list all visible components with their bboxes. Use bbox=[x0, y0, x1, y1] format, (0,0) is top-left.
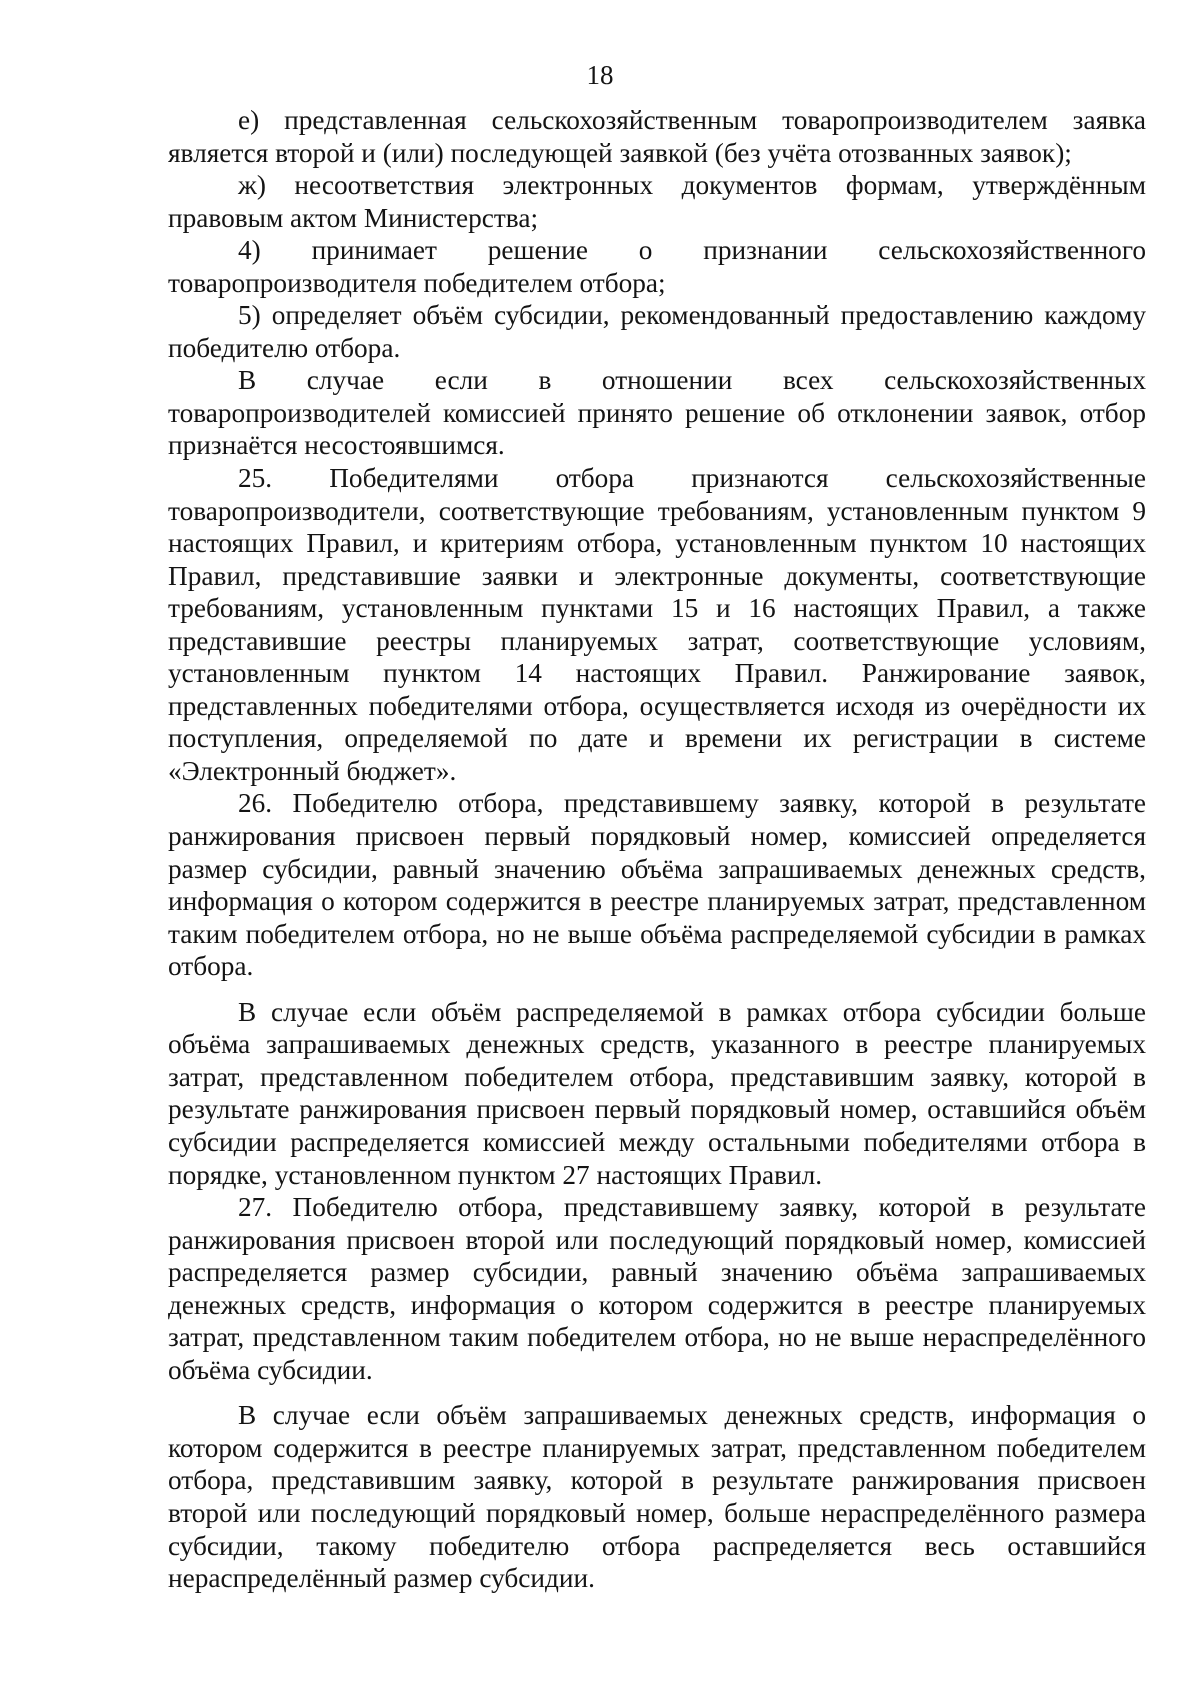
paragraph-25: 25. Победителями отбора признаются сельскохозяйственные товаропроизводители, соответствующие требованиям, установленным пунктом 9 настоящих Правил, и критериям отбора, установленным пунктом 10 настоящих Правил, представившие заявки и электронные документы, соответствующие требованиям, установленным пунктами 15 и 16 настоящих Правил, а также представившие реестры планируемых затрат, соответствующие условиям, установленным пунктом 14 настоящих Правил. Ранжирование заявок, представленных победителями отбора, осуществляется исходя из очерёдности их поступления, определяемой по дате и времени их регистрации в системе «Электронный бюджет». bbox=[168, 463, 1146, 786]
document-body bbox=[168, 104, 1146, 1595]
paragraph-27: 27. Победителю отбора, представившему заявку, которой в результате ранжирования присвоен второй или последующий порядковый номер, комиссией распределяется размер субсидии, равный значению объёма запрашиваемых денежных средств, информация о котором содержится в реестре планируемых затрат, представленном таким победителем отбора, но не выше нераспределённого объёма субсидии. bbox=[168, 1192, 1146, 1385]
paragraph-item-4: 4) принимает решение о признании сельскохозяйственного товаропроизводителя победителем отбора; bbox=[168, 235, 1146, 298]
paragraph-failed-selection: В случае если в отношении всех сельскохозяйственных товаропроизводителей комиссией принято решение об отклонении заявок, отбор признаётся несостоявшимся. bbox=[168, 365, 1146, 461]
paragraph-26: 26. Победителю отбора, представившему заявку, которой в результате ранжирования присвоен первый порядковый номер, комиссией определяется размер субсидии, равный значению объёма запрашиваемых денежных средств, информация о котором содержится в реестре планируемых затрат, представленном таким победителем отбора, но не выше объёма распределяемой субсидии в рамках отбора. bbox=[168, 788, 1146, 982]
paragraph-item-e: е) представленная сельскохозяйственным товаропроизводителем заявка является второй и (или) последующей заявкой (без учёта отозванных заявок); bbox=[168, 105, 1146, 168]
page-number: 18 bbox=[586, 60, 614, 90]
paragraph-item-zh: ж) несоответствия электронных документов формам, утверждённым правовым актом Министерства; bbox=[168, 170, 1146, 233]
paragraph-item-5: 5) определяет объём субсидии, рекомендованный предоставлению каждому победителю отбора. bbox=[168, 300, 1146, 363]
paragraph-27-remainder: В случае если объём запрашиваемых денежных средств, информация о котором содержится в реестре планируемых затрат, представленном победителем отбора, представившим заявку, которой в результате ранжирования присвоен второй или последующий порядковый номер, больше нераспределённого размера субсидии, такому победителю отбора распределяется весь оставшийся нераспределённый размер субсидии. bbox=[168, 1400, 1146, 1594]
paragraph-26-remainder: В случае если объём распределяемой в рамках отбора субсидии больше объёма запрашиваемых денежных средств, указанного в реестре планируемых затрат, представленном победителем отбора, представившим заявку, которой в результате ранжирования присвоен первый порядковый номер, оставшийся объём субсидии распределяется комиссией между остальными победителями отбора в порядке, установленном пунктом 27 настоящих Правил. bbox=[168, 996, 1146, 1190]
